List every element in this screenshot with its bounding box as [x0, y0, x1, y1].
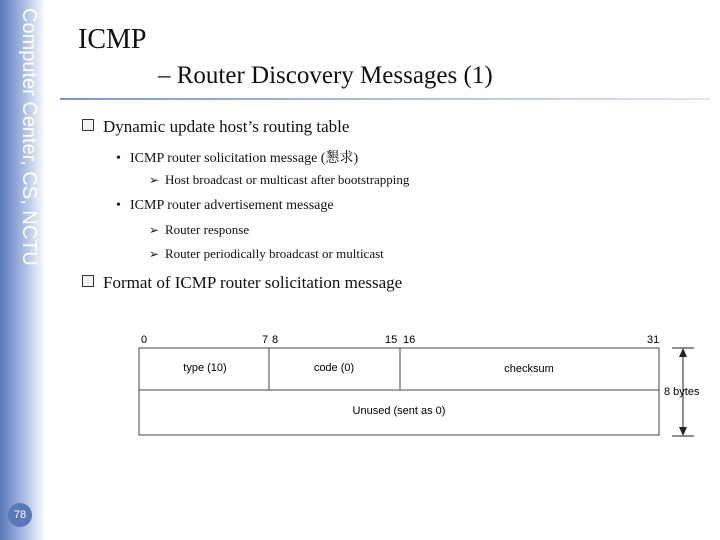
- bit-label-8: 8: [272, 334, 279, 346]
- arrow-bullet-icon: ➢: [149, 223, 160, 237]
- bit-label-15: 15: [385, 334, 398, 346]
- bullet-text: Format of ICMP router solicitation message: [103, 273, 403, 292]
- unused-field-label: Unused (sent as 0): [352, 405, 446, 417]
- bit-label-0: 0: [141, 334, 148, 346]
- type-field-label: type (10): [183, 362, 227, 374]
- size-label: 8 bytes: [664, 386, 700, 398]
- page-number-badge: 78: [8, 503, 32, 527]
- checksum-field-label: checksum: [504, 363, 554, 375]
- sub-sub-bullet-text: Host broadcast or multicast after bootstrapping: [165, 172, 410, 187]
- sub-sub-bullet-text: Router periodically broadcast or multicast: [165, 246, 384, 261]
- bit-label-16: 16: [403, 334, 416, 346]
- arrow-bullet-icon: ➢: [149, 247, 160, 261]
- dot-bullet-icon: •: [116, 151, 121, 166]
- organization-label: Computer Center, CS, NCTU: [18, 8, 40, 266]
- bullet-text: Dynamic update host’s routing table: [103, 117, 350, 136]
- sub-bullet-text: ICMP router advertisement message: [130, 198, 334, 213]
- size-arrow-up-icon: [679, 348, 687, 357]
- bit-label-31: 31: [647, 334, 660, 346]
- bit-label-7: 7: [262, 334, 269, 346]
- sub-sub-bullet-text: Router response: [165, 222, 250, 237]
- size-arrow-down-icon: [679, 427, 687, 436]
- slide-subtitle: – Router Discovery Messages (1): [158, 62, 493, 89]
- code-field-label: code (0): [313, 362, 355, 374]
- sub-bullet-text: ICMP router solicitation message (懇求): [130, 151, 359, 166]
- arrow-bullet-icon: ➢: [149, 173, 160, 187]
- dot-bullet-icon: •: [116, 198, 121, 213]
- slide-title: ICMP: [78, 24, 147, 55]
